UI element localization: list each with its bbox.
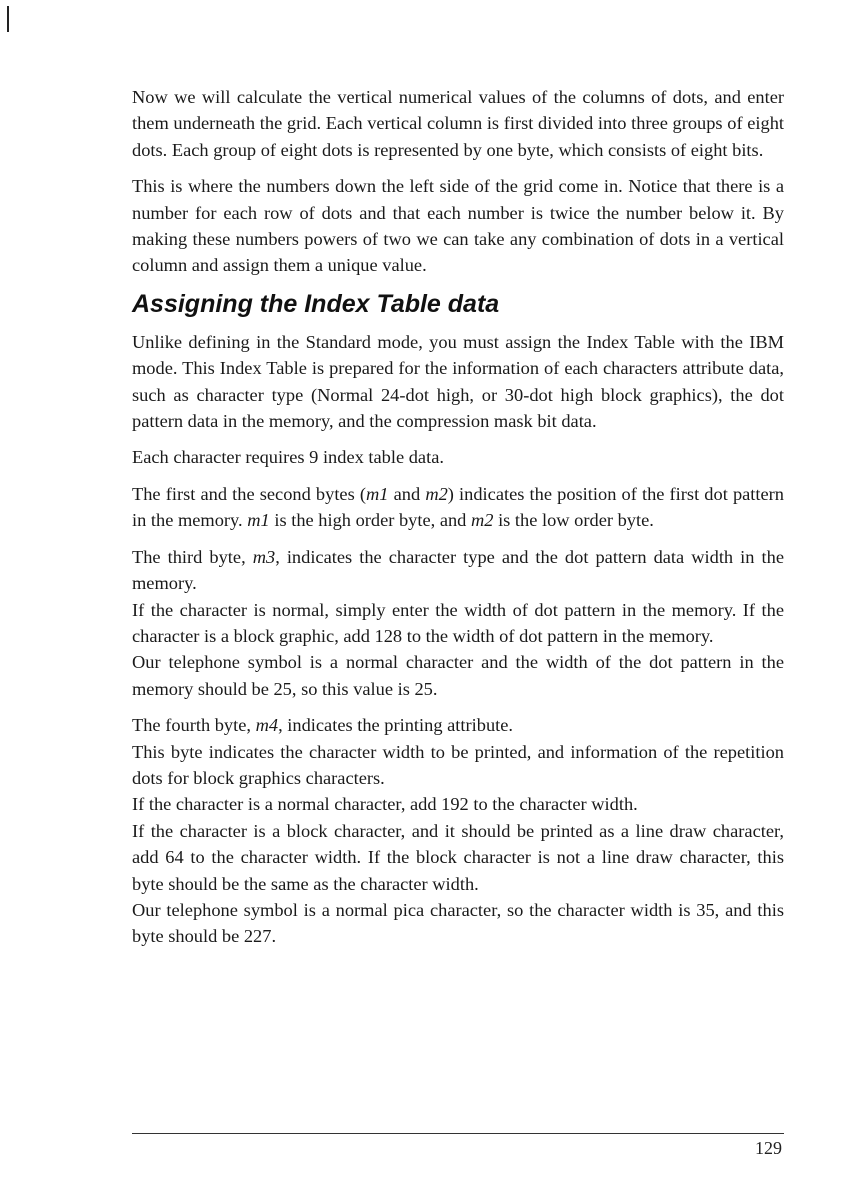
paragraph-telephone-attribute: Our telephone symbol is a normal pica character, so the character width is 35, and this byte should be 227. xyxy=(132,899,784,947)
paragraph-telephone-width: Our telephone symbol is a normal character and the width of the dot pattern in the memory should be 25, so this value is 25. xyxy=(132,652,784,699)
paragraph-fourth-byte xyxy=(132,712,784,738)
variable-m2: m2 xyxy=(470,510,494,531)
variable-m4: m4 xyxy=(255,715,279,736)
text-fragment: and xyxy=(388,483,426,504)
variable-m1: m1 xyxy=(366,483,389,504)
text-fragment: ) indicates the position of the first dot pattern in the memory. xyxy=(132,483,784,531)
paragraph-normal-vs-block: If the character is normal, simply enter the width of dot pattern in the memory. If the character is a block graphic, add 128 to the width of dot pattern in the memory. xyxy=(132,599,784,646)
paragraph-third-byte xyxy=(132,544,784,597)
paragraph-vertical-values: Now we will calculate the vertical numerical values of the columns of dots, and enter them underneath the grid. Each vertical column is first divided into three groups of eight dots. Each group of eight dots is represented by one byte, which consists of eight bits. xyxy=(132,87,784,160)
paragraph-normal-add: If the character is a normal character, add 192 to the character width. xyxy=(132,794,638,815)
text-fragment: is the low order byte. xyxy=(493,510,654,531)
variable-m1: m1 xyxy=(247,510,270,531)
margin-mark xyxy=(7,6,9,32)
footer-rule xyxy=(132,1133,784,1134)
page-body xyxy=(132,84,784,950)
text-fragment: The fourth byte, xyxy=(132,715,256,736)
paragraph-block-add: If the character is a block character, and it should be printed as a line draw character, add 64 to the character width. If the block character is not a line draw character, this byte should be the same as the character width. xyxy=(132,820,784,894)
page-number: 129 xyxy=(755,1138,782,1158)
paragraph-index-table-intro: Unlike defining in the Standard mode, you must assign the Index Table with the IBM mode. This Index Table is prepared for the information of each characters attribute data, such as character type (Normal 24-dot high, or 30-dot high block graphics), the dot pattern data in the memory, and the compression mask bit data. xyxy=(132,331,784,432)
text-fragment: is the high order byte, and xyxy=(269,510,471,531)
paragraph-first-second-bytes xyxy=(132,481,784,534)
paragraph-grid-numbers: This is where the numbers down the left side of the grid come in. Notice that there is a number for each row of dots and that each number is twice the number below it. By making these numbers powers of two we can take any combination of dots in a vertical column and assign them a unique value. xyxy=(132,176,784,276)
variable-m3: m3 xyxy=(252,546,276,567)
variable-m2: m2 xyxy=(425,483,448,504)
text-fragment: , indicates the printing attribute. xyxy=(278,715,514,736)
paragraph-print-width: This byte indicates the character width to be printed, and information of the repetition dots for block graphics characters. xyxy=(132,741,784,788)
text-fragment: , indicates the character type and the dot pattern data width in the memory. xyxy=(132,546,784,594)
text-fragment: The first and the second bytes ( xyxy=(132,483,367,504)
text-fragment: The third byte, xyxy=(132,546,253,567)
section-heading: Assigning the Index Table data xyxy=(132,289,500,318)
paragraph-index-table-count: Each character requires 9 index table data. xyxy=(132,447,444,468)
